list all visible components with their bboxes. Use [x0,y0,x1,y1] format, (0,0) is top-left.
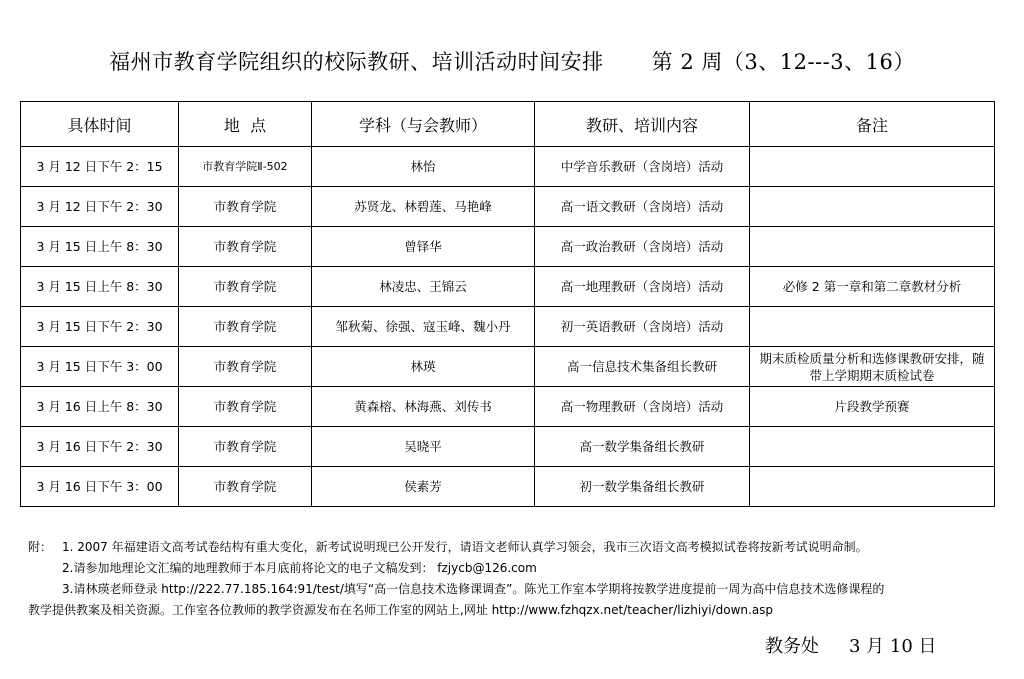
header-subject: 学科（与会教师） [312,102,535,147]
cell-subject: 吴晓平 [312,427,535,467]
table-row [21,227,995,267]
cell-content: 中学音乐教研（含岗培）活动 [535,147,750,187]
cell-note [750,467,995,507]
table-row [21,307,995,347]
table-row [21,467,995,507]
cell-time: 3 月 15 日上午 8：30 [21,267,179,307]
cell-place: 市教育学院 [179,227,312,267]
note-2: 2.请参加地理论文汇编的地理教师于本月底前将论文的电子文稿发到： fzjycb@126.com [62,561,537,575]
cell-time: 3 月 16 日上午 8：30 [21,387,179,427]
cell-content: 高一语文教研（含岗培）活动 [535,187,750,227]
note-1 [28,537,1000,558]
cell-note [750,187,995,227]
cell-time: 3 月 12 日下午 2：15 [21,147,179,187]
cell-subject: 邹秋菊、徐强、寇玉峰、魏小丹 [312,307,535,347]
week-range: 第 2 周（3、12---3、16） [651,50,915,74]
cell-content: 高一政治教研（含岗培）活动 [535,227,750,267]
cell-content: 高一物理教研（含岗培）活动 [535,387,750,427]
cell-subject: 林怡 [312,147,535,187]
header-note: 备注 [750,102,995,147]
table-header-row [21,102,995,147]
cell-note [750,307,995,347]
cell-subject: 侯素芳 [312,467,535,507]
cell-note: 期末质检质量分析和选修课教研安排，随带上学期期末质检试卷 [750,347,995,387]
cell-content: 高一信息技术集备组长教研 [535,347,750,387]
table-row [21,187,995,227]
cell-time: 3 月 16 日下午 2：30 [21,427,179,467]
cell-content: 初一数学集备组长教研 [535,467,750,507]
cell-place: 市教育学院 [179,187,312,227]
cell-time: 3 月 16 日下午 3：00 [21,467,179,507]
cell-place: 市教育学院 [179,467,312,507]
cell-time: 3 月 15 日下午 2：30 [21,307,179,347]
cell-content: 高一数学集备组长教研 [535,427,750,467]
cell-place: 市教育学院 [179,387,312,427]
cell-subject: 苏贤龙、林碧莲、马艳峰 [312,187,535,227]
cell-place: 市教育学院Ⅱ-502 [179,147,312,187]
cell-content: 高一地理教研（含岗培）活动 [535,267,750,307]
cell-subject: 林瑛 [312,347,535,387]
header-time: 具体时间 [21,102,179,147]
cell-place: 市教育学院 [179,347,312,387]
cell-note [750,147,995,187]
cell-place: 市教育学院 [179,427,312,467]
cell-time: 3 月 12 日下午 2：30 [21,187,179,227]
cell-subject: 林凌忠、王锦云 [312,267,535,307]
cell-place: 市教育学院 [179,267,312,307]
cell-content: 初一英语教研（含岗培）活动 [535,307,750,347]
cell-note: 必修 2 第一章和第二章教材分析 [750,267,995,307]
notes-lead: 附： [28,540,53,554]
header-place: 地 点 [179,102,312,147]
notes-section [28,537,1000,621]
note-3: 3.请林瑛老师登录 http://222.77.185.164:91/test/填写“高一信息技术选修课调查”。陈光工作室本学期将按教学进度提前一周为高中信息技术选修课程的 [62,582,885,596]
cell-subject: 曾铎华 [312,227,535,267]
title-text: 福州市教育学院组织的校际教研、培训活动时间安排 [109,50,604,74]
cell-time: 3 月 15 日下午 3：00 [21,347,179,387]
note-3-continued: 教学提供教案及相关资源。工作室各位教师的教学资源发布在名师工作室的网站上,网址 http://www.fzhqzx.net/teacher/lizhiyi/down.asp [28,603,774,617]
cell-note [750,227,995,267]
page-title [0,46,1024,76]
note-1-text: 1. 2007 年福建语文高考试卷结构有重大变化，新考试说明现已公开发行，请语文老师认真学习领会，我市三次语文高考模拟试卷将按新考试说明命制。 [62,540,868,554]
issue-date: 3 月 10 日 [849,636,937,657]
cell-note: 片段教学预赛 [750,387,995,427]
office-name: 教务处 [765,636,819,657]
cell-time: 3 月 15 日上午 8：30 [21,227,179,267]
header-content: 教研、培训内容 [535,102,750,147]
footer-signature [765,632,937,658]
table-row [21,387,995,427]
table-row [21,347,995,387]
cell-subject: 黄森榕、林海燕、刘传书 [312,387,535,427]
cell-place: 市教育学院 [179,307,312,347]
table-row [21,427,995,467]
cell-note [750,427,995,467]
table-row [21,147,995,187]
schedule-table [20,101,995,507]
table-row [21,267,995,307]
